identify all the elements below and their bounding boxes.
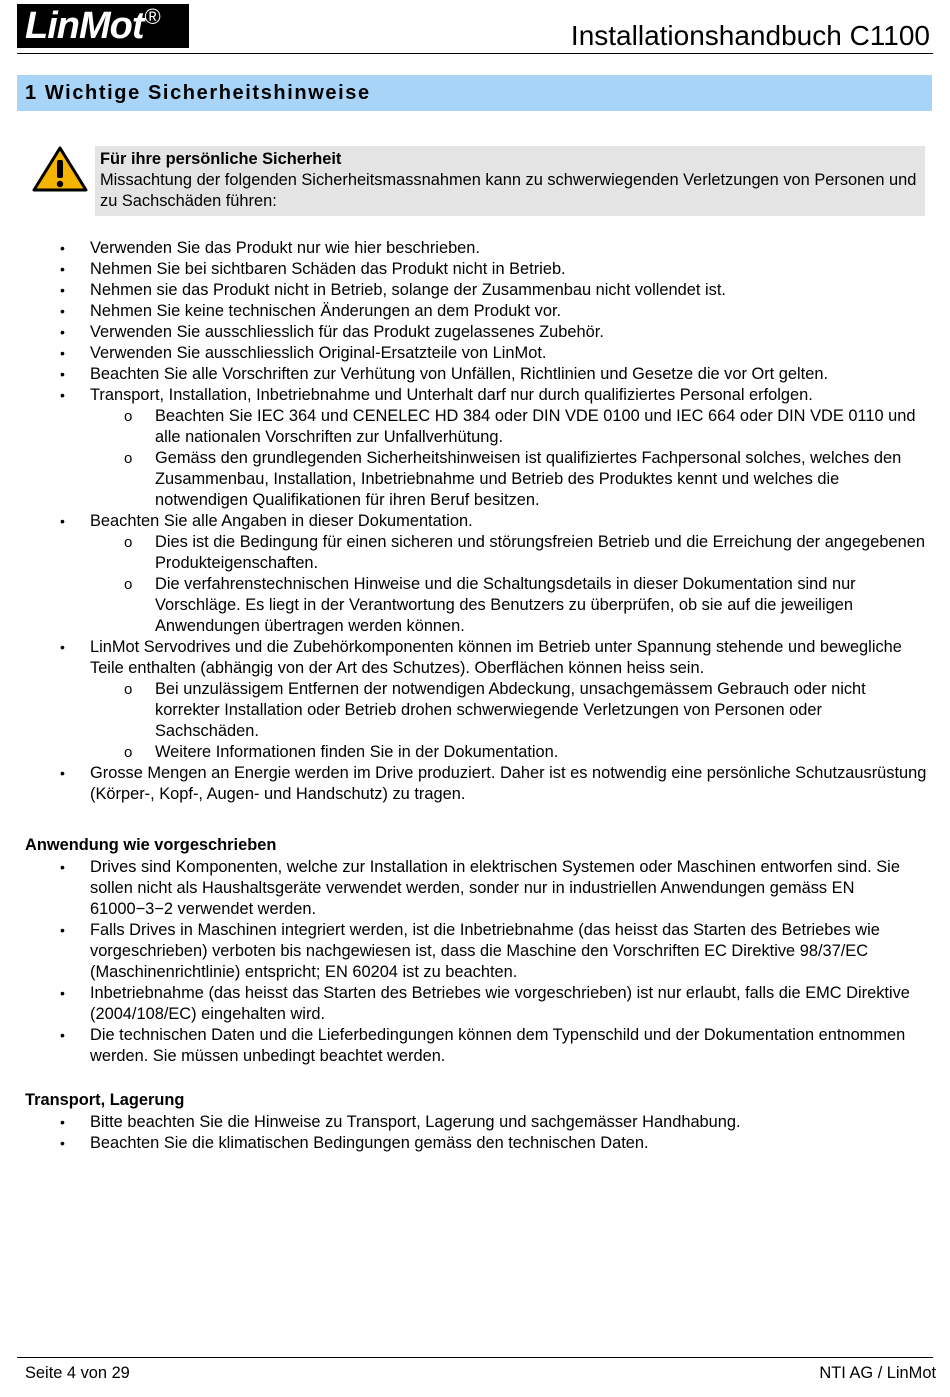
list-item: • Beachten Sie die klimatischen Bedingungen gemäss den technischen Daten. bbox=[0, 1133, 930, 1154]
list-item bbox=[0, 511, 930, 637]
list-item-text: LinMot Servodrives und die Zubehörkomponenten können im Betrieb unter Spannung stehende und bewegliche Teile enthalten (abhängig von der Art des Schutzes). Oberflächen können heiss sein. bbox=[90, 638, 902, 677]
list-item-text: Verwenden Sie ausschliesslich für das Produkt zugelassenes Zubehör. bbox=[90, 323, 604, 341]
list-item: • Inbetriebnahme (das heisst das Starten des Betriebes wie vorgeschrieben) ist nur erlaubt, falls die EMC Direktive (2004/108/EC) eingehalten wird. bbox=[0, 983, 930, 1025]
footer-company: NTI AG / LinMot bbox=[819, 1364, 936, 1382]
list-item bbox=[0, 259, 930, 280]
sub-list-item: o Gemäss den grundlegenden Sicherheitshinweisen ist qualifiziertes Fachpersonal solches, welches den Zusammenbau, Installation, Inbetriebnahme und Betrieb des Produktes kennt und welches die notwendigen Qualifikationen für ihren Beruf besitzen. bbox=[90, 448, 930, 511]
linmot-logo bbox=[17, 4, 189, 48]
list-item-text: Transport, Installation, Inbetriebnahme und Unterhalt darf nur durch qualifiziertes Personal erfolgen. bbox=[90, 386, 813, 404]
sub-list-item: o Die verfahrenstechnischen Hinweise und die Schaltungsdetails in dieser Dokumentation sind nur Vorschläge. Es liegt in der Verantwortung des Benutzers zu überprüfen, ob sie auf die jeweiligen Anwendungen übertragen werden können. bbox=[90, 574, 930, 637]
list-item-text: Verwenden Sie ausschliesslich Original-Ersatzteile von LinMot. bbox=[90, 344, 547, 362]
section-title: 1 Wichtige Sicherheitshinweise bbox=[17, 75, 932, 111]
page-number: Seite 4 von 29 bbox=[25, 1364, 130, 1382]
list-item-text: Verwenden Sie das Produkt nur wie hier beschrieben. bbox=[90, 239, 480, 257]
list-item-text: Grosse Mengen an Energie werden im Drive produziert. Daher ist es notwendig eine persönliche Schutzausrüstung (Körper-, Kopf-, Augen- und Handschutz) zu tragen. bbox=[90, 764, 927, 803]
list-item bbox=[0, 385, 930, 511]
sub-list-item: o Beachten Sie IEC 364 und CENELEC HD 384 oder DIN VDE 0100 und IEC 664 oder DIN VDE 0110 und alle nationalen Vorschriften zur Unfallverhütung. bbox=[90, 406, 930, 448]
list-item-text: Beachten Sie alle Angaben in dieser Dokumentation. bbox=[90, 512, 473, 530]
list-item bbox=[0, 280, 930, 301]
sub-list bbox=[90, 406, 930, 511]
list-item bbox=[0, 301, 930, 322]
sub-list bbox=[90, 532, 930, 637]
sub-list-item: o Dies ist die Bedingung für einen sicheren und störungsfreien Betrieb und die Erreichung der angegebenen Produkteigenschaften. bbox=[90, 532, 930, 574]
usage-list bbox=[0, 857, 930, 1067]
list-item bbox=[0, 343, 930, 364]
list-item: • Drives sind Komponenten, welche zur Installation in elektrischen Systemen oder Maschinen entworfen sind. Sie sollen nicht als Haushaltsgeräte verwendet werden, sonder nur in industriellen Anwendungen gemäss EN 61000−3−2 verwendet werden. bbox=[0, 857, 930, 920]
list-item-text: Nehmen Sie keine technischen Änderungen an dem Produkt vor. bbox=[90, 302, 562, 320]
header-divider bbox=[17, 53, 933, 54]
list-item: • Die technischen Daten und die Lieferbedingungen können dem Typenschild und der Dokumentation entnommen werden. Sie müssen unbedingt beachtet werden. bbox=[0, 1025, 930, 1067]
list-item bbox=[0, 322, 930, 343]
logo-text: LinMot bbox=[25, 5, 144, 47]
warning-box bbox=[95, 146, 925, 216]
warning-triangle-icon bbox=[32, 146, 88, 192]
sub-list-item: o Bei unzulässigem Entfernen der notwendigen Abdeckung, unsachgemässem Gebrauch oder nicht korrekter Installation oder Betrieb drohen schwerwiegende Verletzungen von Personen oder Sachschäden. bbox=[90, 679, 930, 742]
registered-mark: ® bbox=[144, 4, 160, 29]
sub-list bbox=[90, 679, 930, 763]
document-title: Installationshandbuch C1100 bbox=[570, 20, 930, 51]
list-item bbox=[0, 763, 930, 805]
list-item-text: Beachten Sie alle Vorschriften zur Verhütung von Unfällen, Richtlinien und Gesetze die vor Ort gelten. bbox=[90, 365, 829, 383]
transport-list bbox=[0, 1112, 930, 1154]
list-item: • Bitte beachten Sie die Hinweise zu Transport, Lagerung und sachgemässer Handhabung. bbox=[0, 1112, 930, 1133]
warning-title: Für ihre persönliche Sicherheit bbox=[100, 150, 342, 168]
usage-heading: Anwendung wie vorgeschrieben bbox=[25, 836, 277, 854]
list-item-text: Nehmen Sie bei sichtbaren Schäden das Produkt nicht in Betrieb. bbox=[90, 260, 566, 278]
list-item: • Falls Drives in Maschinen integriert werden, ist die Inbetriebnahme (das heisst das Starten des Betriebes wie vorgeschrieben) verboten bis nachgewiesen ist, dass die Maschine den Vorschriften EC Direktive 98/37/EC (Maschinenrichtlinie) entspricht; EN 60204 ist zu beachten. bbox=[0, 920, 930, 983]
list-item bbox=[0, 637, 930, 763]
list-item bbox=[0, 238, 930, 259]
sub-list-item: o Weitere Informationen finden Sie in der Dokumentation. bbox=[90, 742, 930, 763]
footer-divider bbox=[17, 1357, 933, 1358]
list-item bbox=[0, 364, 930, 385]
transport-heading: Transport, Lagerung bbox=[25, 1091, 185, 1109]
warning-text: Missachtung der folgenden Sicherheitsmassnahmen kann zu schwerwiegenden Verletzungen von Personen und zu Sachschäden führen: bbox=[100, 171, 917, 210]
safety-instructions-list bbox=[0, 238, 930, 805]
list-item-text: Nehmen sie das Produkt nicht in Betrieb, solange der Zusammenbau nicht vollendet ist. bbox=[90, 281, 726, 299]
